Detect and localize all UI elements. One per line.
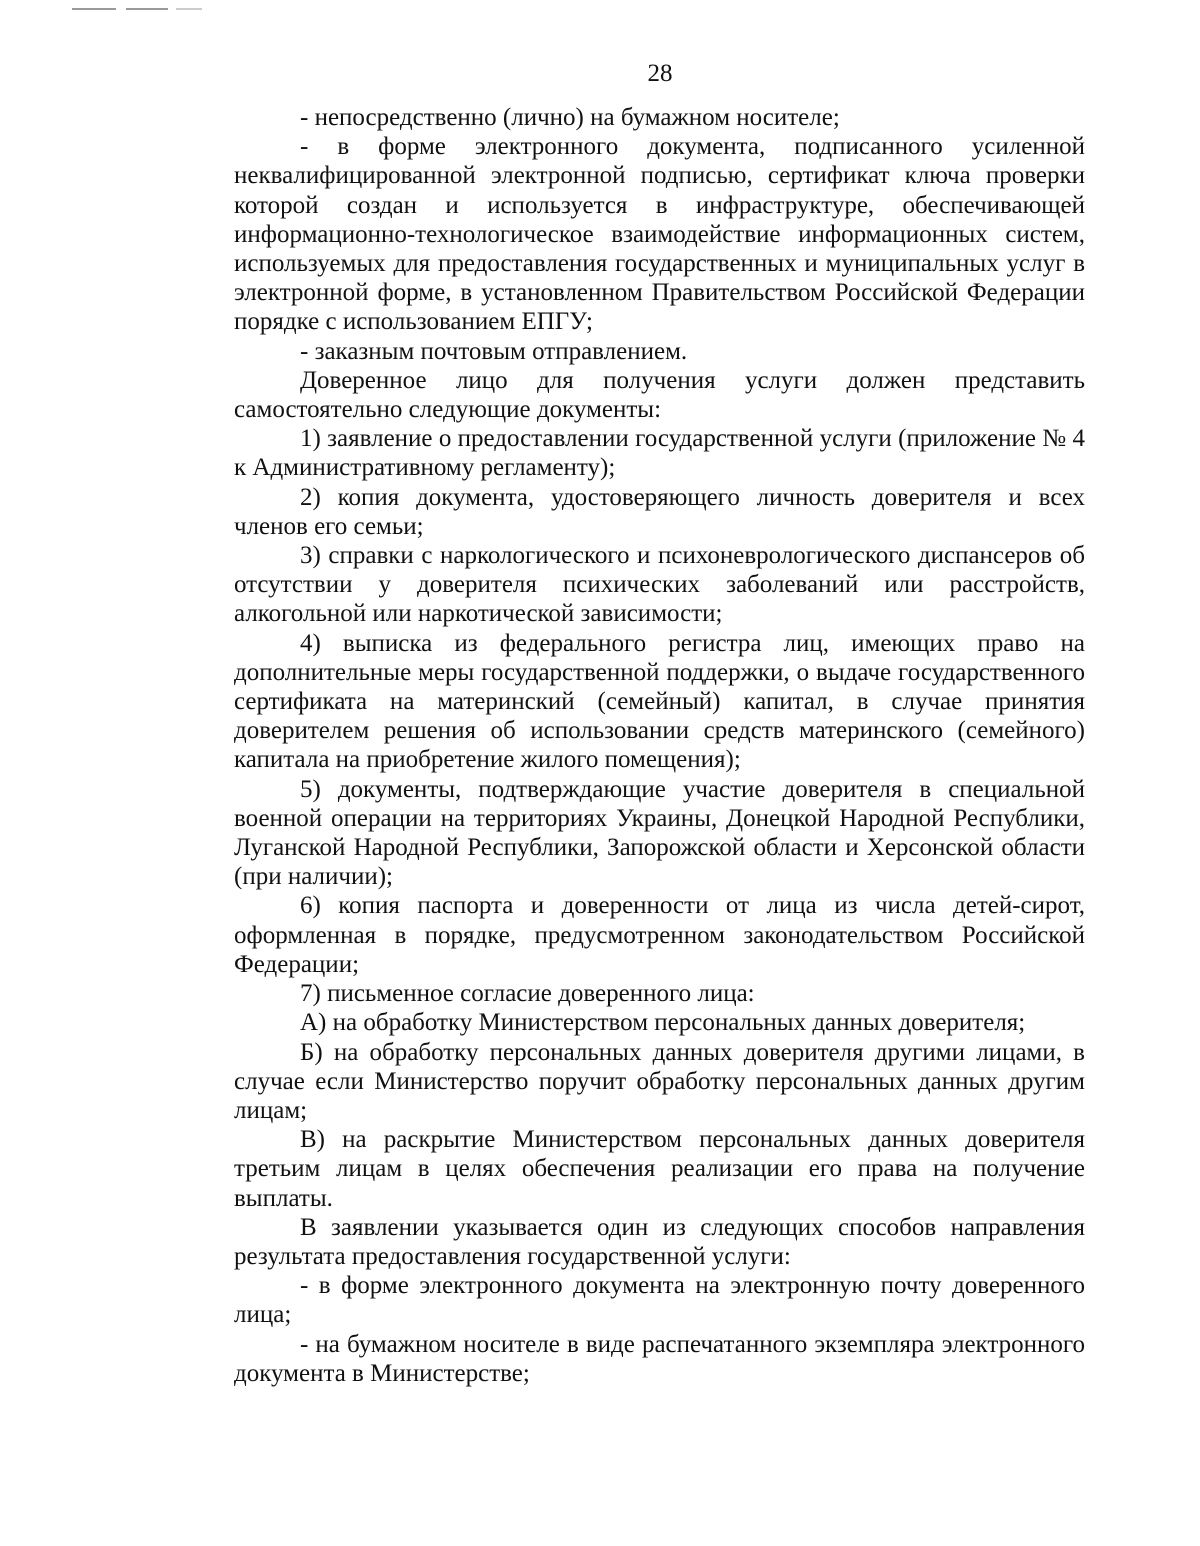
paragraph-document-5: 5) документы, подтверждающие участие доверителя в специальной военной операции на территориях Украины, Донецкой Народной Республики, Луганской Народной Республики, Запорожской области и Херсонской области (при наличии); (234, 775, 1085, 891)
document-body (234, 103, 1085, 1388)
paragraph-document-2: 2) копия документа, удостоверяющего личность доверителя и всех членов его семьи; (234, 483, 1085, 540)
paragraph-result-email: - в форме электронного документа на электронную почту доверенного лица; (234, 1272, 1085, 1329)
scan-artifact-marks (72, 8, 212, 12)
paragraph-document-6: 6) копия паспорта и доверенности от лица из числа детей-сирот, оформленная в порядке, предусмотренном законодательством Российской Федерации; (234, 892, 1085, 978)
page-number: 28 (647, 60, 673, 87)
paragraph-result-paper: - на бумажном носителе в виде распечатанного экземпляра электронного документа в Министерстве; (234, 1330, 1085, 1387)
scan-mark (72, 8, 116, 10)
paragraph-result-methods-intro: В заявлении указывается один из следующих способов направления результата предоставления государственной услуги: (234, 1213, 1085, 1270)
scan-mark (126, 8, 168, 10)
paragraph-list-item-paper: - непосредственно (лично) на бумажном носителе; (300, 104, 840, 131)
paragraph-document-7: 7) письменное согласие доверенного лица: (300, 980, 755, 1008)
paragraph-list-item-electronic: - в форме электронного документа, подписанного усиленной неквалифицированной электронной подписью, сертификат ключа проверки которой создан и используется в инфраструктуре, обеспечивающей информационно-технологическое взаимодействие информационных систем, используемых для предоставления государственных и муниципальных услуг в электронной форме, в установленном Правительством Российской Федерации порядке с использованием ЕПГУ; (234, 133, 1085, 336)
paragraph-document-4: 4) выписка из федерального регистра лиц, имеющих право на дополнительные меры государственной поддержки, о выдаче государственного сертификата на материнский (семейный) капитал, в случае принятия доверителем решения об использовании средств материнского (семейного) капитала на приобретение жилого помещения); (234, 629, 1085, 774)
paragraph-consent-c: В) на раскрытие Министерством персональных данных доверителя третьим лицам в целях обеспечения реализации его права на получение выплаты. (234, 1126, 1085, 1212)
scan-mark (176, 8, 202, 10)
paragraph-consent-a: А) на обработку Министерством персональных данных доверителя; (300, 1009, 1026, 1037)
paragraph-document-1: 1) заявление о предоставлении государственной услуги (приложение № 4 к Административному регламенту); (234, 425, 1085, 482)
paragraph-documents-intro: Доверенное лицо для получения услуги должен представить самостоятельно следующие документы: (234, 366, 1085, 424)
paragraph-consent-b: Б) на обработку персональных данных доверителя другими лицами, в случае если Министерство поручит обработку персональных данных другим лицам; (234, 1038, 1085, 1124)
paragraph-document-3: 3) справки с наркологического и психоневрологического диспансеров об отсутствии у доверителя психических заболеваний или расстройств, алкогольной или наркотической зависимости; (234, 542, 1085, 628)
paragraph-list-item-mail: - заказным почтовым отправлением. (300, 337, 688, 365)
